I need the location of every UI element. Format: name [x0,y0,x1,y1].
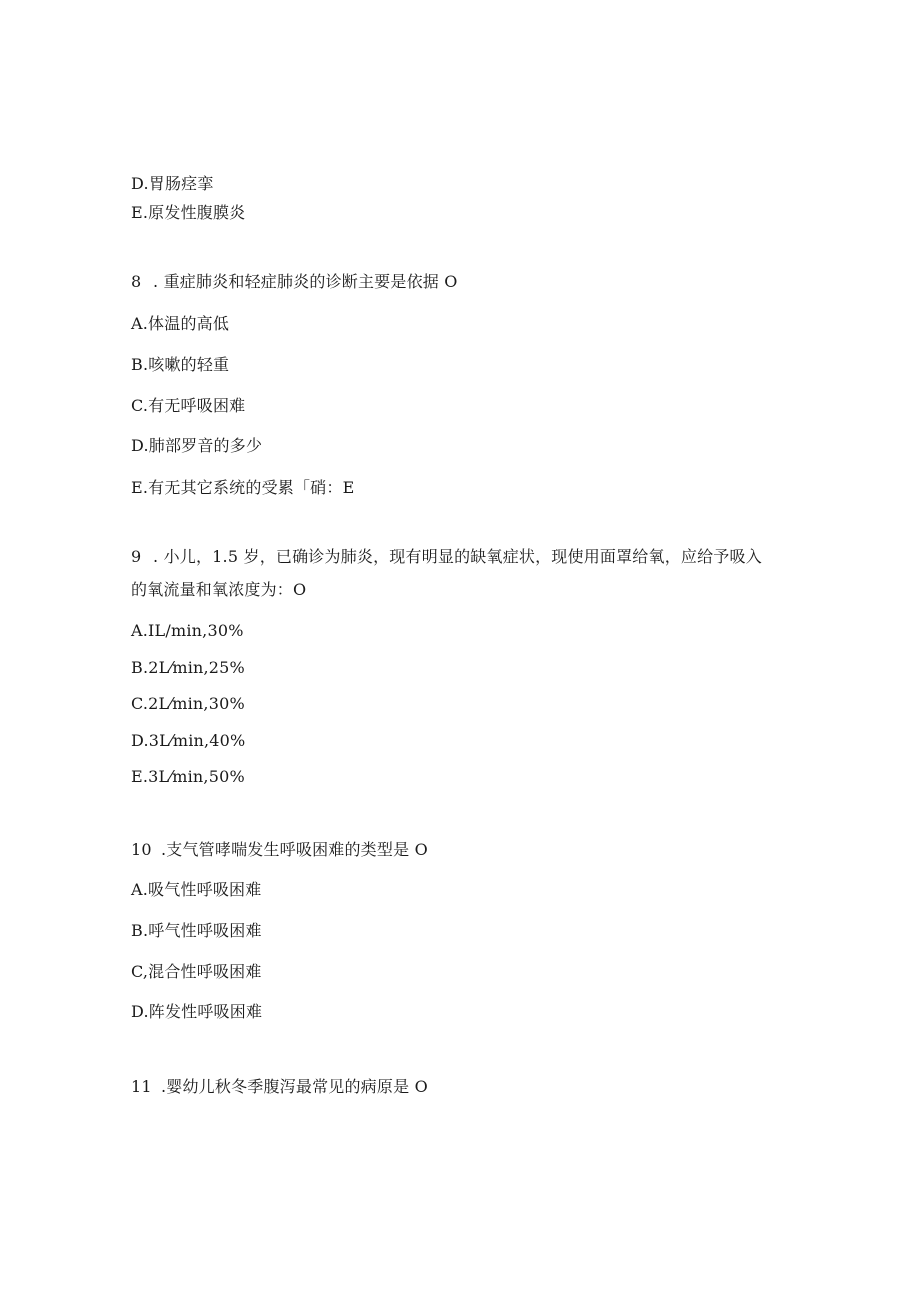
question-11-stem [131,1077,428,1097]
question-text: . 小儿，1.5 岁，已确诊为肺炎，现有明显的缺氧症状，现使用面罩给氧，应给予吸入 [153,547,762,566]
question-text: .婴幼儿秋冬季腹泻最常见的病原是 O [161,1077,428,1096]
question-number: 8 [131,272,142,291]
q9-option-a: A.IL/min,30% [131,621,244,640]
q9-option-c: C.2L⁄min,30% [131,694,245,713]
q10-option-b: B.呼气性呼吸困难 [131,921,262,940]
q8-option-e: E.有无其它系统的受累「硝：E [131,478,355,497]
option-e-prev: E.原发性腹膜炎 [131,203,246,222]
question-8-stem [131,272,458,292]
q8-option-a: A.体温的高低 [131,314,230,333]
question-number: 9 [131,547,142,566]
question-9-stem-line2: 的氧流量和氧浓度为：O [131,580,307,599]
question-9-stem-line1 [131,547,762,567]
question-10-stem [131,840,428,860]
q9-option-e: E.3L⁄min,50% [131,767,245,786]
question-text: . 重症肺炎和轻症肺炎的诊断主要是依据 O [153,272,458,291]
q10-option-a: A.吸气性呼吸困难 [131,880,262,899]
q8-option-d: D.肺部罗音的多少 [131,436,263,455]
q8-option-c: C.有无呼吸困难 [131,396,246,415]
question-number: 10 [131,840,152,859]
q8-option-b: B.咳嗽的轻重 [131,355,230,374]
q10-option-c: C,混合性呼吸困难 [131,962,262,981]
q9-option-b: B.2L⁄min,25% [131,658,245,677]
question-number: 11 [131,1077,152,1096]
option-d-prev: D.胃肠痉挛 [131,174,214,193]
q10-option-d: D.阵发性呼吸困难 [131,1002,263,1021]
question-text: .支气管哮喘发生呼吸困难的类型是 O [161,840,428,859]
q9-option-d: D.3L⁄min,40% [131,731,246,750]
